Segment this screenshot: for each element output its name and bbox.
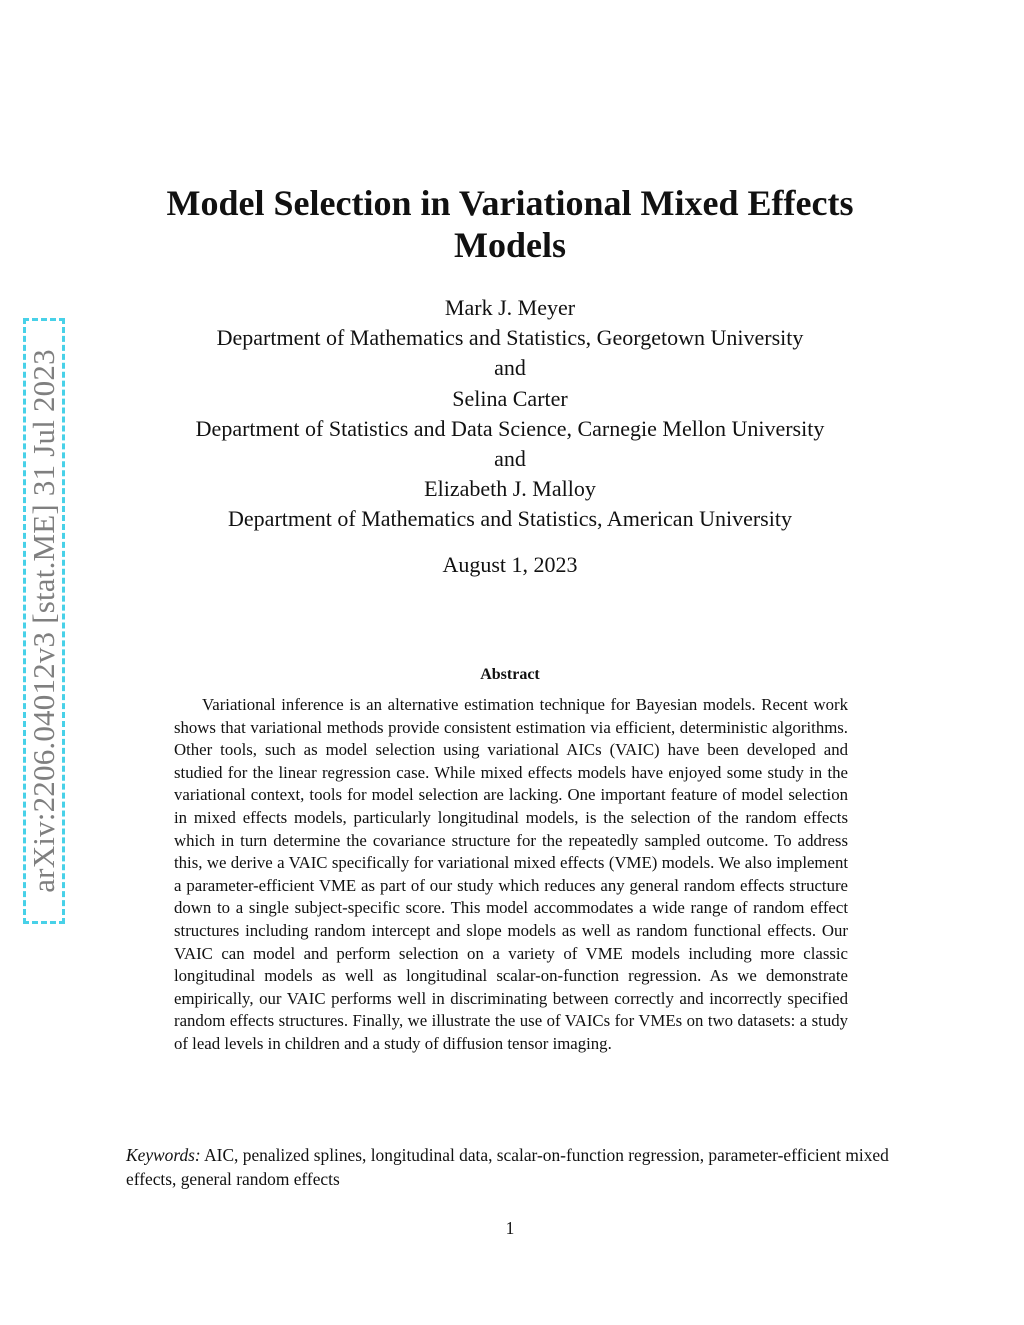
author-name: Mark J. Meyer <box>444 295 576 320</box>
paper-title: Model Selection in Variational Mixed Effects Models <box>166 183 854 265</box>
author-affiliation: Department of Statistics and Data Science, Carnegie Mellon University <box>195 415 825 441</box>
author-affiliation: Department of Mathematics and Statistics, Georgetown University <box>216 325 804 351</box>
publication-date: August 1, 2023 <box>442 552 578 577</box>
keywords-paragraph <box>126 1143 916 1191</box>
author-name: Elizabeth J. Malloy <box>424 476 596 502</box>
author-separator: and <box>494 446 526 472</box>
page-number: 1 <box>505 1218 515 1238</box>
author-name: Selina Carter <box>452 385 568 411</box>
abstract-heading: Abstract <box>480 666 540 683</box>
author-block <box>110 293 910 535</box>
author-affiliation: Department of Mathematics and Statistics, American University <box>228 506 792 532</box>
keywords-label: Keywords: <box>126 1145 201 1165</box>
keywords-text: AIC, penalized splines, longitudinal data, scalar-on-function regression, parameter-efficient mixed effects, general random effects <box>126 1145 889 1189</box>
arxiv-identifier-text: arXiv:2206.04012v3 [stat.ME] 31 Jul 2023 <box>26 349 61 893</box>
arxiv-identifier-stamp <box>23 318 65 924</box>
abstract-text: Variational inference is an alternative estimation technique for Bayesian models. Recent work shows that variational methods provide consistent estimation via efficient, deterministic algorithms. Other tools, such as model selection using variational AICs (VAIC) have been developed and studied for the linear regression case. While mixed effects models have enjoyed some study in the variational context, tools for model selection are lacking. One important feature of model selection in mixed effects models, particularly longitudinal models, is the selection of the random effects which in turn determine the covariance structure for the repeatedly sampled outcome. To address this, we derive a VAIC specifically for variational mixed effects (VME) models. We also implement a parameter-efficient VME as part of our study which reduces any general random effects structure down to a single subject-specific score. This model accommodates a wide range of random effect structures including random intercept and slope models as well as random functional effects. Our VAIC can model and perform selection on a variety of VME models including more classic longitudinal models as well as longitudinal scalar-on-function regression. As we demonstrate empirically, our VAIC performs well in discriminating between correctly and incorrectly specified random effects structures. Finally, we illustrate the use of VAICs for VMEs on two datasets: a study of lead levels in children and a study of diffusion tensor imaging. <box>174 695 848 1053</box>
author-separator: and <box>494 355 526 381</box>
